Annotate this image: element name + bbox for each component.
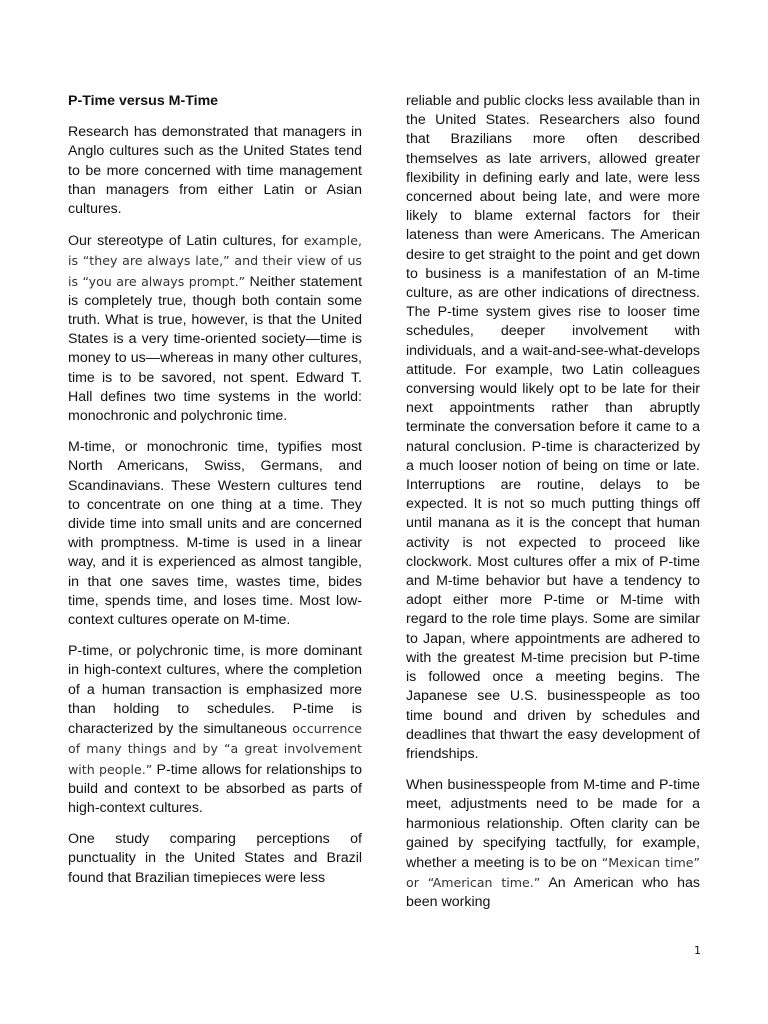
paragraph-p-time: [68, 642, 362, 818]
paragraph-stereotype-end: Neither statement is completely true, though both contain some truth. What is true, however, is that the United States is a very time-oriented society—time is money to us—whereas in many other cultures, time is to be savored, not spent. Edward T. Hall defines two time systems in the world: monochronic and polychronic time.: [68, 273, 363, 425]
paragraph-stereotype: [68, 231, 362, 426]
paragraph-m-time: M-time, or monochronic time, typifies most North Americans, Swiss, Germans, and Scandinavians. These Western cultures tend to concentrate on one thing at a time. They divide time into small units and are concerned with promptness. M-time is used in a linear way, and it is experienced as almost tangible, in that one saves time, wastes time, bides time, spends time, and loses time. Most low-context cultures operate on M-time.: [68, 439, 362, 629]
page-number: 1: [694, 944, 701, 957]
paragraph-p-time-end: P-time allows for relationships to build and context to be absorbed as parts of high-context cultures.: [68, 761, 362, 816]
right-column: [406, 92, 700, 925]
paragraph-p-time-start: P-time, or polychronic time, is more dominant in high-context cultures, where the completion of a human transaction is emphasized more than holding to schedules. P-time is characterized by the simultaneous: [68, 643, 362, 738]
paragraph-study: One study comparing perceptions of punctuality in the United States and Brazil found that Brazilian timepieces were less: [68, 831, 362, 886]
paragraph-adjustments-end: An American who has been working: [406, 875, 700, 911]
paragraph-p-time-quote: occurrence of many things and by “a great involvement with people.”: [68, 721, 362, 777]
paragraph-adjustments-start: When businesspeople from M-time and P-time meet, adjustments need to be made for a harmonious relationship. Often clarity can be gained by specifying tactfully, for example, whether a meeting is to be on: [406, 777, 700, 871]
paragraph-research: Research has demonstrated that managers in Anglo cultures such as the United States tend to be more concerned with time management than managers from either Latin or Asian cultures.: [68, 124, 362, 218]
left-column: [68, 92, 362, 900]
paragraph-adjustments-quote: “Mexican time” or “American time.”: [406, 854, 700, 891]
paragraph-adjustments: [406, 776, 700, 912]
page-title: P-Time versus M-Time: [68, 93, 219, 109]
paragraph-brazil: reliable and public clocks less available than in the United States. Researchers also found that Brazilians more often described themselves as late arrivers, allowed greater flexibility in defining early and late, were less concerned about being late, and were more likely to blame external factors for their lateness than were Americans. The American desire to get straight to the point and get down to business is a manifestation of an M-time culture, as are other indications of directness. The P-time system gives rise to looser time schedules, deeper involvement with individuals, and a wait-and-see-what-develops attitude. For example, two Latin colleagues conversing would likely opt to be late for their next appointments rather than abruptly terminate the conversation before it came to a natural conclusion. P-time is characterized by a much looser notion of being on time or late. Interruptions are routine, delays to be expected. It is not so much putting things off until manana as it is the concept that human activity is not expected to proceed like clockwork. Most cultures offer a mix of P-time and M-time behavior but have a tendency to adopt either more P-time or M-time with regard to the role time plays. Some are similar to Japan, where appointments are adhered to with the greatest M-time precision but P-time is followed once a meeting begins. The Japanese see U.S. businesspeople as too time bound and driven by schedules and deadlines that thwart the easy development of friendships.: [406, 93, 700, 762]
paragraph-stereotype-quote: example, is “they are always late,” and their view of us is “you are always prompt.”: [68, 233, 362, 289]
paragraph-stereotype-start: Our stereotype of Latin cultures, for: [68, 233, 304, 250]
